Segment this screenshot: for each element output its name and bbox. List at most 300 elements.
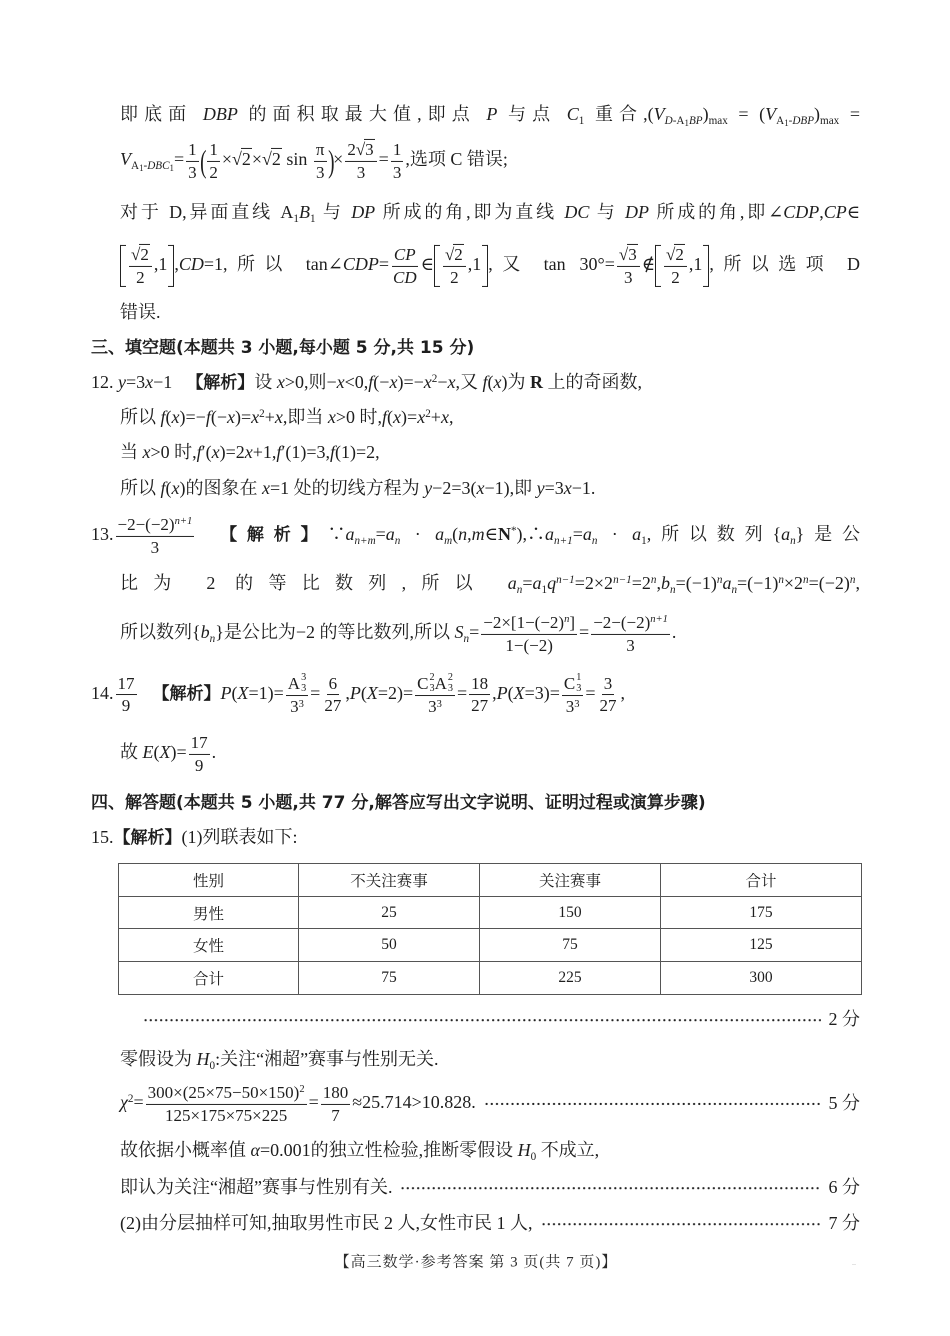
text: 当 [120, 442, 143, 463]
text: = [310, 683, 321, 704]
text: =3 [544, 478, 564, 499]
text: 错误. [120, 302, 161, 323]
fraction [146, 1083, 307, 1125]
table-row [119, 962, 862, 995]
denominator [288, 696, 306, 717]
math-var: X [237, 683, 249, 704]
text: = [378, 149, 389, 170]
math-var: α [250, 1140, 260, 1161]
text: =2)= [377, 683, 414, 704]
superscript: n [716, 574, 723, 587]
chi-square-line [120, 1083, 860, 1125]
math-var: x [274, 407, 283, 428]
denominator: 3 [356, 162, 366, 182]
subscript: n [394, 534, 401, 547]
fraction [443, 245, 466, 287]
text: =1,所以 tan∠ [203, 254, 343, 275]
math-var: A [280, 202, 294, 223]
text: )= [234, 407, 252, 428]
question-number: 14. [91, 683, 114, 704]
radical-sign: √ [355, 139, 366, 159]
q11-analysis-line-5 [120, 302, 860, 324]
fraction [617, 245, 640, 287]
numerator [591, 613, 670, 635]
math-var: H [196, 1049, 210, 1070]
math-var: f [368, 372, 374, 393]
math-var: x [171, 407, 180, 428]
denominator: 2 [671, 267, 680, 287]
text: =2×2 [574, 573, 614, 594]
subscript: m [444, 534, 453, 547]
text: 所以 [120, 407, 161, 428]
math-var: H [517, 1140, 531, 1161]
numerator: 1 [391, 140, 404, 162]
q12-analysis-line-4 [120, 478, 860, 500]
numerator: 3 [602, 674, 615, 696]
text: , [448, 407, 454, 428]
fraction [186, 140, 199, 182]
text: >0 时, [150, 442, 197, 463]
text: ] [569, 612, 576, 632]
text: (1)=2, [335, 442, 380, 463]
text: + [430, 407, 441, 428]
text: )= [170, 742, 187, 763]
score-mark: 7 分 [828, 1213, 860, 1234]
page-footer: 【高三数学·参考答案 第 3 页(共 7 页)】 [334, 1254, 618, 1271]
text: , [174, 254, 179, 275]
null-hypothesis-line [120, 1049, 860, 1071]
math-var: E [142, 742, 154, 763]
math-var: a [722, 573, 732, 594]
math-var: V [765, 104, 777, 125]
denominator: 3 [315, 162, 325, 182]
text: ) [702, 104, 709, 125]
denominator: 3 [150, 537, 160, 557]
math-var: CDP [342, 254, 379, 275]
text: )为 [501, 372, 530, 393]
math-var: y [536, 478, 545, 499]
question-number: 15. [91, 827, 114, 848]
math-var: DP [624, 202, 649, 223]
part2-line [120, 1213, 860, 1235]
text: 与点 [497, 104, 567, 125]
subscript: n+1 [554, 534, 573, 547]
text: = [308, 1092, 319, 1113]
math-var: x [226, 407, 235, 428]
subscript: max [708, 114, 728, 127]
text: 3 [428, 697, 437, 717]
math-var: x [476, 478, 485, 499]
dot-leader [541, 1222, 821, 1226]
table-cell: 50 [299, 929, 480, 962]
subscript: max [820, 114, 840, 127]
score-mark: 6 分 [828, 1177, 860, 1198]
analysis-label: 【解析】 [113, 828, 182, 849]
numerator: 18 [469, 674, 490, 696]
fraction [207, 140, 220, 182]
math-var: χ [120, 1092, 128, 1113]
text: ( [231, 683, 238, 704]
q11-analysis-line-4 [120, 245, 860, 287]
subscript-text: A [676, 114, 685, 127]
text: ( [153, 742, 160, 763]
table-cell: 300 [661, 962, 862, 995]
numerator [481, 613, 577, 635]
subscript-text: A [776, 114, 785, 127]
table-cell: 225 [480, 962, 661, 995]
math-var: CDP [783, 202, 820, 223]
answer-fraction [116, 674, 137, 716]
table-cell: 合计 [119, 962, 299, 995]
text: }是公比为−2 的等比数列,所以 [215, 622, 455, 643]
superscript: 2 [447, 672, 453, 684]
superscript: n+1 [174, 516, 193, 528]
math-var: a [632, 524, 642, 545]
subscript-text: DBC [147, 159, 170, 172]
text: = [133, 1092, 144, 1113]
numerator [617, 245, 640, 267]
denominator: 3 [188, 162, 197, 182]
math-var: q [547, 573, 557, 594]
text: = [174, 149, 185, 170]
table-header-cell: 合计 [661, 864, 862, 897]
denominator: 2 [450, 267, 459, 287]
subscript: n [591, 534, 598, 547]
denominator: 1−(−2) [505, 635, 553, 655]
q15-intro-line [91, 827, 860, 849]
subscript: n [516, 583, 523, 596]
table-cell: 75 [299, 962, 480, 995]
math-var: x [145, 372, 154, 393]
superscript: 2 [429, 672, 435, 684]
text: sin [281, 149, 312, 170]
superscript: 3 [298, 698, 304, 710]
score-line-2 [135, 1009, 860, 1031]
subscript-text: - [143, 159, 148, 172]
numerator [286, 673, 308, 696]
subscript: 3 [301, 682, 307, 694]
math-var: DBP [202, 104, 238, 125]
superscript: 2 [299, 1084, 305, 1096]
conclusion-line [120, 1140, 860, 1162]
math-var: b [200, 622, 210, 643]
text: −2−(−2) [117, 514, 175, 534]
text: 设 [254, 372, 277, 393]
text: A [287, 674, 301, 694]
text: ,又 tan 30°= [488, 254, 615, 275]
math-var: x [276, 372, 285, 393]
denominator: 3 [392, 162, 402, 182]
q12-answer-line [91, 372, 860, 394]
math-var: X [159, 742, 171, 763]
denominator: 9 [194, 755, 204, 775]
denominator: 27 [324, 696, 342, 716]
text: ∈ [420, 254, 434, 275]
text: ∈ [846, 202, 861, 223]
text: 300×(25×75−50×150) [147, 1082, 300, 1102]
superscript: 2 [127, 1093, 134, 1105]
left-bracket [655, 245, 661, 287]
numerator [562, 673, 583, 696]
math-set: R [530, 372, 543, 393]
fraction [415, 673, 455, 717]
text: = ( [727, 104, 766, 125]
math-var: a [507, 573, 517, 594]
math-var: CD [178, 254, 204, 275]
text: C [563, 674, 576, 694]
text: 所成的角,即∠ [648, 202, 784, 223]
sup-sub-stack [448, 673, 453, 694]
math-var: X [513, 683, 525, 704]
text: )=− [179, 407, 206, 428]
text: 重合,( [584, 104, 654, 125]
math-var: x [171, 478, 180, 499]
q11-analysis-line-3 [120, 202, 860, 224]
q12-analysis-line-3 [120, 442, 860, 464]
text: )= [401, 407, 418, 428]
math-var: f [276, 442, 282, 463]
analysis-label: 【解析】 [210, 525, 328, 546]
math-var: x [389, 372, 398, 393]
fraction [469, 674, 490, 716]
superscript: n [650, 574, 657, 587]
square-root [445, 245, 464, 264]
math-var: x [423, 372, 432, 393]
text: ,所以选项 D [709, 254, 861, 275]
text: = [522, 573, 533, 594]
denominator: 3 [626, 635, 635, 655]
text: 故依据小概率值 [120, 1140, 251, 1161]
table-header-cell: 不关注赛事 [299, 864, 480, 897]
math-var: x [393, 407, 402, 428]
text: 不成立, [536, 1140, 600, 1161]
fraction [391, 140, 404, 182]
text: 对于 D,异面直线 [120, 202, 281, 223]
math-var: x [262, 478, 271, 499]
math-var: y [118, 372, 126, 393]
math-var: f [482, 372, 488, 393]
math-var: P [486, 104, 498, 125]
text: ( [452, 524, 459, 545]
text: =2 [631, 573, 651, 594]
left-bracket [434, 245, 440, 287]
subscript: 3 [576, 682, 582, 694]
math-var: n [458, 524, 468, 545]
q14-analysis-line-2 [120, 733, 860, 775]
text: 所以数列{ [120, 622, 201, 643]
numerator [129, 245, 152, 267]
math-var: a [545, 524, 555, 545]
math-var: S [454, 622, 464, 643]
subscript: 0 [530, 1150, 537, 1163]
math-var: f [330, 442, 336, 463]
math-var: a [345, 524, 355, 545]
math-var: x [493, 372, 502, 393]
superscript: n [778, 574, 784, 587]
text: ′( [201, 442, 212, 463]
text: . [671, 622, 677, 643]
math-var: x [211, 442, 220, 463]
numerator [443, 245, 466, 267]
numerator: 180 [321, 1083, 351, 1105]
math-var: f [205, 407, 211, 428]
math-var: b [660, 573, 670, 594]
text: 与 [315, 202, 352, 223]
text: <0, [344, 372, 369, 393]
table-cell: 25 [299, 896, 480, 929]
subscript: n [669, 583, 676, 596]
fraction [597, 674, 618, 716]
math-var: B [298, 202, 310, 223]
text: × [221, 149, 232, 170]
big-paren-open: ( [199, 143, 207, 179]
math-var: x [417, 407, 426, 428]
text: ∵ [327, 524, 346, 545]
radicand: 2 [675, 244, 684, 264]
superscript: n+1 [650, 614, 668, 626]
superscript: n [849, 574, 856, 587]
sup-sub-stack [576, 673, 581, 694]
text: ( [487, 372, 494, 393]
fraction [562, 673, 583, 717]
radical-sign: √ [666, 244, 676, 264]
fraction [322, 674, 343, 716]
radicand: 2 [271, 149, 281, 170]
math-var: x [251, 407, 260, 428]
superscript: 2 [425, 408, 431, 421]
subscript-group [665, 115, 703, 127]
math-var: X [366, 683, 378, 704]
text: + [264, 407, 275, 428]
denominator: 125×175×75×225 [164, 1105, 288, 1125]
text: = [469, 622, 480, 643]
fraction [129, 245, 152, 287]
table-cell: 125 [661, 929, 862, 962]
math-var: y [424, 478, 433, 499]
text: =(−2) [808, 573, 850, 594]
math-var: m [471, 524, 485, 545]
analysis-label: 【解析】 [186, 373, 255, 394]
superscript: 2 [259, 408, 265, 421]
square-root [619, 245, 638, 264]
q13-answer-line [91, 515, 860, 557]
text: ,1 [688, 254, 703, 275]
text: 2 [347, 139, 356, 159]
text: 上的奇函数, [543, 372, 642, 393]
subscript: 3 [429, 682, 435, 694]
text: −1. [571, 478, 596, 499]
subscript: n [209, 632, 216, 645]
superscript: n [803, 574, 809, 587]
math-var: x [142, 442, 151, 463]
denominator: 3 [624, 267, 633, 287]
numerator [664, 245, 687, 267]
text: = [585, 683, 596, 704]
numerator: π [314, 140, 327, 162]
numerator: 1 [186, 140, 199, 162]
text: = [378, 254, 389, 275]
text: ) [814, 104, 821, 125]
text: , [345, 683, 350, 704]
fraction [664, 245, 687, 287]
table-header-row [119, 864, 862, 897]
text: = [839, 104, 861, 125]
math-var: a [532, 573, 542, 594]
math-var: x [327, 407, 336, 428]
subscript: n [463, 632, 470, 645]
text: , [467, 524, 472, 545]
subscript: 1 [541, 583, 548, 596]
text: ,选项 C 错误; [405, 149, 508, 170]
math-var: DP [351, 202, 376, 223]
text: × [251, 149, 263, 170]
text: )=− [397, 372, 424, 393]
math-var: x [244, 442, 253, 463]
radicand: 2 [241, 149, 251, 170]
math-var: f [160, 478, 166, 499]
numerator [345, 140, 376, 162]
subscript: n+m [354, 534, 376, 547]
text: (2)由分层抽样可知,抽取男性市民 2 人,女性市民 1 人, [120, 1213, 533, 1234]
denominator: CD [392, 267, 417, 287]
numerator [116, 515, 195, 537]
math-var: f [196, 442, 202, 463]
score-mark: 5 分 [828, 1093, 860, 1114]
subscript: 1 [139, 162, 144, 173]
numerator: 17 [189, 733, 210, 755]
q11-analysis-line-2 [120, 140, 860, 182]
square-root [262, 149, 282, 169]
square-root [356, 140, 375, 159]
numerator [146, 1083, 307, 1105]
denominator: 2 [136, 267, 145, 287]
text: =1)= [248, 683, 284, 704]
text: (1)列联表如下: [181, 827, 298, 848]
text: =0.001的独立性检验,推断零假设 [259, 1140, 518, 1161]
math-var: a [582, 524, 592, 545]
text: × [333, 149, 344, 170]
math-var: P [496, 683, 508, 704]
superscript: n [564, 614, 570, 626]
text: =3)= [524, 683, 560, 704]
subscript-group [776, 115, 814, 127]
text: >0 时, [335, 407, 383, 428]
text: ×2 [783, 573, 804, 594]
denominator [426, 696, 444, 717]
text: ,又 [455, 372, 483, 393]
text: , [819, 202, 824, 223]
text: ,所以数列{ [646, 524, 782, 545]
denominator: 2 [209, 162, 218, 182]
answer-fraction [116, 515, 195, 557]
text: =(−1) [737, 573, 779, 594]
subscript: 1 [784, 117, 789, 128]
q12-analysis-line-2 [120, 407, 860, 429]
text: )=2 [219, 442, 245, 463]
text: , [620, 683, 625, 704]
text: ′(1)=3, [281, 442, 331, 463]
dot-leader [400, 1186, 820, 1190]
text: = [572, 524, 583, 545]
math-var: CP [823, 202, 847, 223]
table-cell: 75 [480, 929, 661, 962]
chi-square-formula [120, 1083, 476, 1125]
subscript: 1 [641, 534, 647, 547]
text: −2−(−2) [593, 612, 651, 632]
text: A [434, 674, 447, 694]
subscript: 0 [209, 1059, 216, 1072]
superscript: 3 [301, 672, 307, 684]
